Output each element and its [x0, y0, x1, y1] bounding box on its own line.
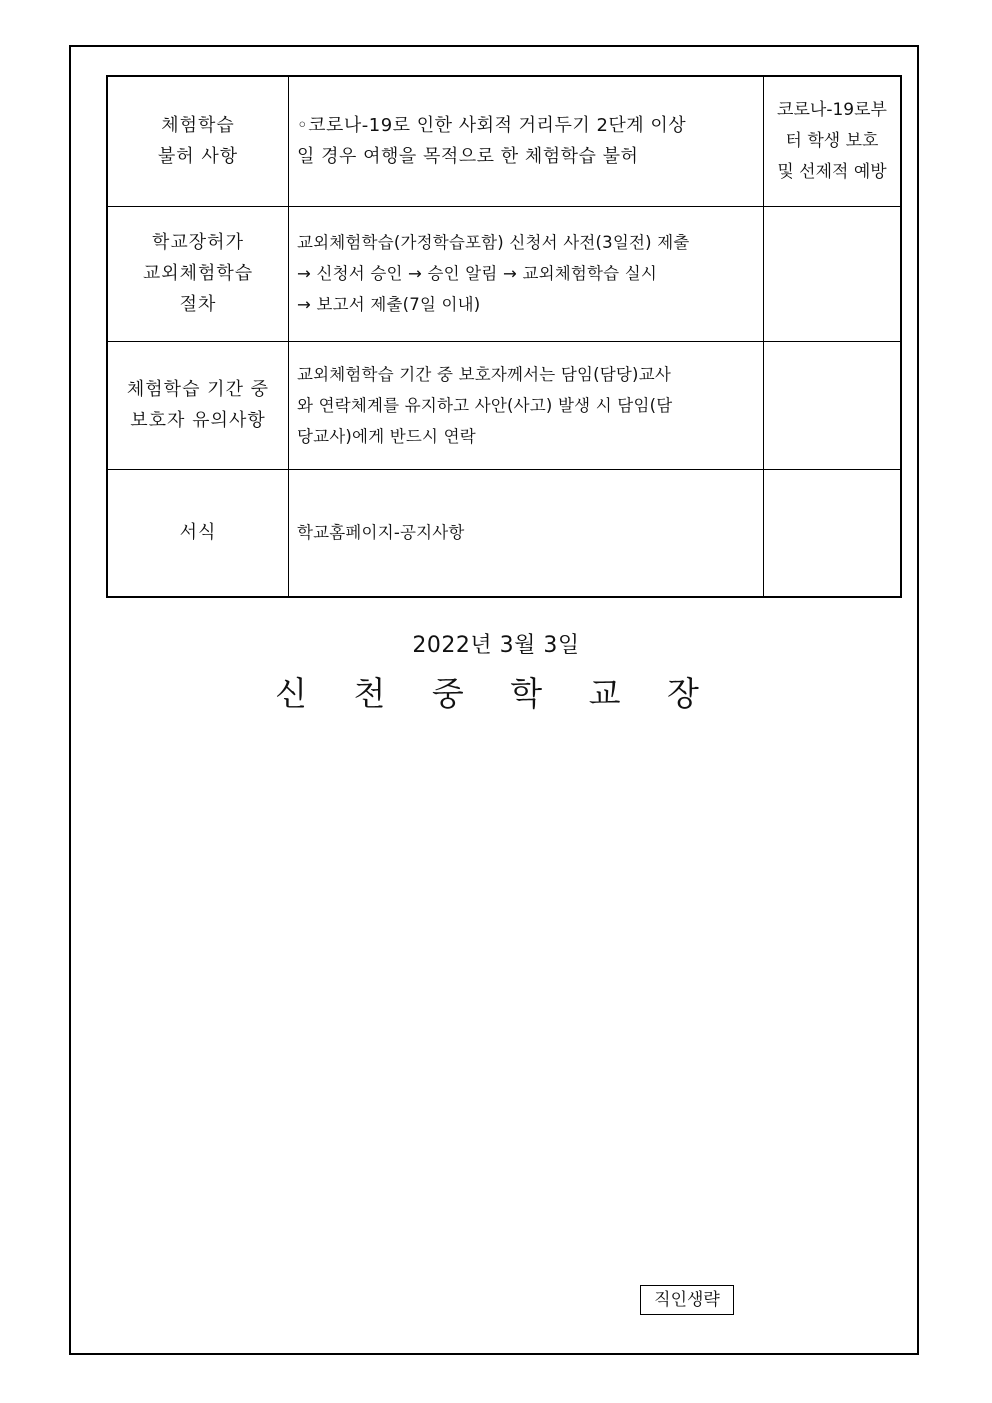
row-heading: 체험학습 불허 사항	[157, 115, 239, 168]
row-content-cell	[289, 341, 764, 469]
row-note-cell	[764, 206, 902, 341]
row-heading: 학교장허가 교외체험학습 절차	[142, 232, 254, 315]
row-content: 교외체험학습 기간 중 보호자께서는 담임(담당)교사 와 연락체계를 유지하고 사안(사고) 발생 시 담임(담 당교사)에게 반드시 연락	[297, 364, 673, 446]
document-date: 2022년 3월 3일	[412, 633, 580, 658]
row-note-cell	[764, 341, 902, 469]
principal-title: 신 천 중 학 교 장	[275, 674, 717, 713]
row-note-cell	[764, 469, 902, 597]
row-heading: 서식	[179, 522, 217, 544]
table-row	[107, 206, 901, 341]
row-content-cell	[289, 206, 764, 341]
row-heading: 체험학습 기간 중 보호자 유의사항	[126, 379, 270, 431]
row-heading-cell	[107, 206, 289, 341]
row-content: 학교홈페이지-공지사항	[297, 523, 465, 543]
info-table	[106, 75, 902, 598]
row-content: ◦코로나-19로 인한 사회적 거리두기 2단계 이상 일 경우 여행을 목적으로 한 체험학습 불허	[297, 115, 687, 168]
row-content: 교외체험학습(가정학습포함) 신청서 사전(3일전) 제출 → 신청서 승인 → 승인 알림 → 교외체험학습 실시 → 보고서 제출(7일 이내)	[297, 233, 690, 314]
row-heading-cell	[107, 341, 289, 469]
row-heading-cell	[107, 76, 289, 206]
row-note-cell	[764, 76, 902, 206]
table-row	[107, 76, 901, 206]
table-row	[107, 469, 901, 597]
row-content-cell	[289, 76, 764, 206]
table-row	[107, 341, 901, 469]
row-note: 코로나-19로부 터 학생 보호 및 선제적 예방	[777, 99, 887, 182]
row-heading-cell	[107, 469, 289, 597]
row-content-cell	[289, 469, 764, 597]
seal-omitted-box: 직인생략	[640, 1285, 734, 1315]
